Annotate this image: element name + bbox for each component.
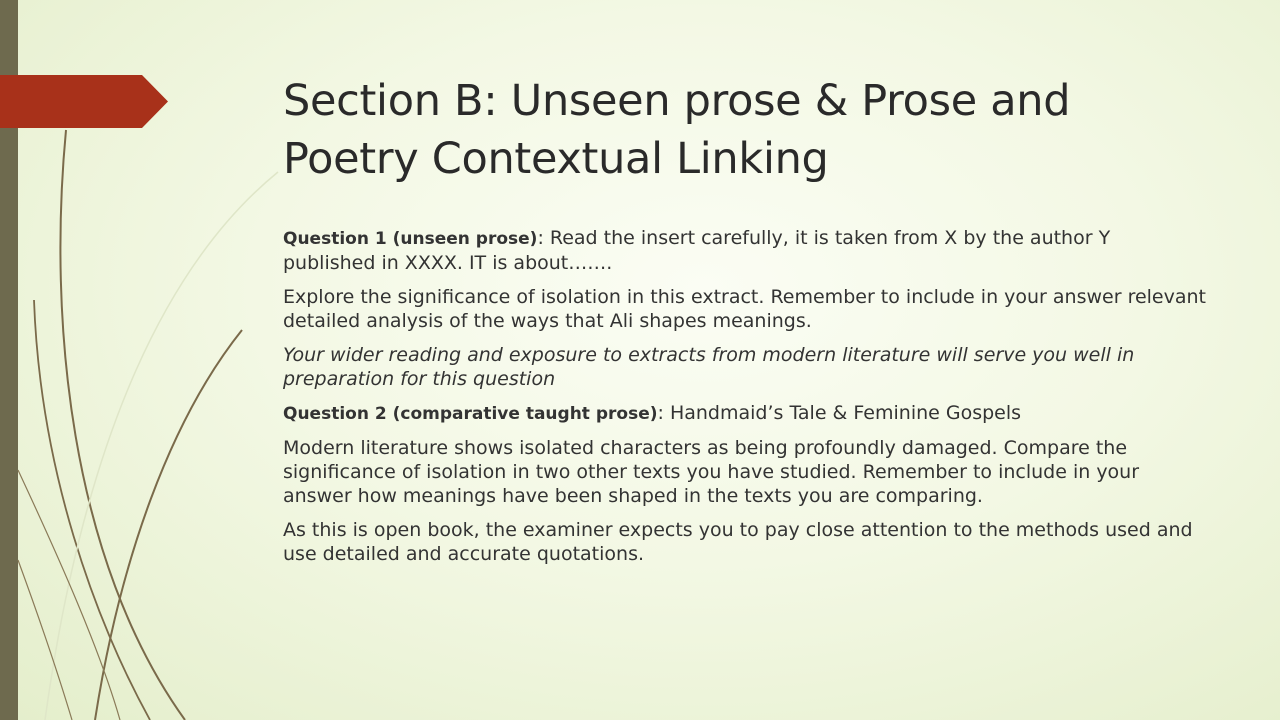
question-2-label: Question 2 (comparative taught prose) [283,404,658,424]
title-arrow-marker [0,75,168,128]
wider-reading-note: Your wider reading and exposure to extracts from modern literature will serve you well in preparation for this question [283,344,1135,390]
decor-curve-5 [18,470,120,720]
question-2-task: Modern literature shows isolated characters as being profoundly damaged. Compare the significance of isolation in two other texts you have studied. Remember to include in your answer how meanings have been shaped in the texts you are comparing. [283,437,1140,507]
slide-title [283,72,1223,188]
question-2-text: : Handmaid’s Tale & Feminine Gospels [657,402,1022,424]
slide-body [283,226,1208,576]
slide-title-line-1: Section B: Unseen prose & Prose and [283,76,1071,126]
question-1-text: : Read the insert carefully, it is taken from X by the author Y published in XXXX. IT is about……. [283,227,1111,274]
decor-curve-3 [95,330,242,720]
question-2-paragraph [283,401,1208,426]
decor-curve-6 [18,560,72,720]
question-1-task: Explore the significance of isolation in this extract. Remember to include in your answer relevant detailed analysis of the ways that Ali shapes meanings. [283,286,1207,332]
decor-curve-2 [34,300,150,720]
decor-curve-4 [45,172,278,720]
decor-curve-1 [60,130,185,720]
question-1-paragraph [283,226,1208,275]
slide-title-line-2: Poetry Contextual Linking [283,134,829,184]
question-1-label: Question 1 (unseen prose) [283,229,538,249]
open-book-note: As this is open book, the examiner expects you to pay close attention to the methods used and use detailed and accurate quotations. [283,519,1193,565]
